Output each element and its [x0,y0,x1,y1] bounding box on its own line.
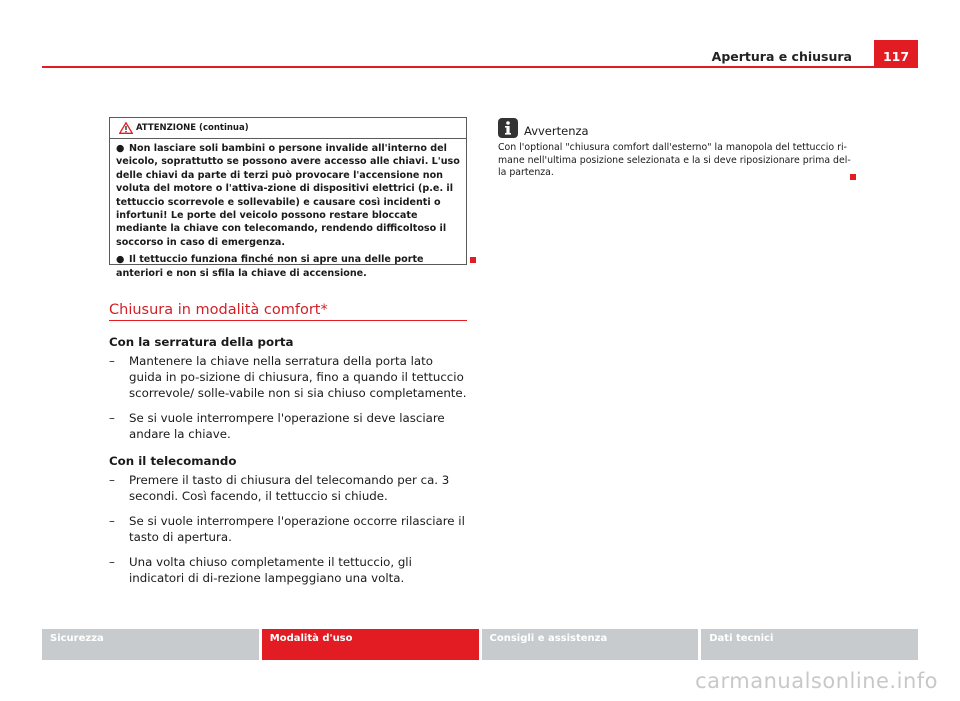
note-title: Avvertenza [524,124,589,138]
step-item: – Premere il tasto di chiusura del telecomando per ca. 3 secondi. Così facendo, il tettuccio si chiude. [109,473,450,503]
step-item: – Mantenere la chiave nella serratura della porta lato guida in po-sizione di chiusura, fino a quando il tettuccio scorrevole/ solle-vabile non si sia chiuso completamente. [109,354,467,400]
warning-body [110,139,466,280]
subheading: Con la serratura della porta [109,335,294,349]
warning-item: ● Non lasciare soli bambini o persone invalide all'interno del veicolo, soprattutto se possono avere accesso alle chiavi. L'uso delle chiavi da parte di terzi può provocare l'accensione non voluta del motore o l'attiva-zione di dispositivi elettrici (p.e. il tettuccio scorrevole e sollevabile) e causare così incidenti o infortuni! Le porte del veicolo possono restare bloccate mediante la chiave con telecomando, rendendo difficoltoso il soccorso in caso di emergenza. [116,143,460,248]
page-number: 117 [874,40,918,66]
header-rule [42,66,918,68]
tab-consigli-assistenza[interactable]: Consigli e assistenza [482,629,699,660]
subheading: Con il telecomando [109,454,237,468]
warning-title: ATTENZIONE (continua) [136,123,249,133]
section-rule [109,320,467,321]
warning-triangle-icon [119,122,133,134]
info-icon [498,118,518,138]
warning-header [110,118,466,139]
warning-item: ● Il tettuccio funziona finché non si apre una delle porte anteriori e non si sfila la chiave di accensione. [116,254,424,279]
note-text: Con l'optional "chiusura comfort dall'esterno" la manopola del tettuccio ri-mane nell'ultima posizione selezionata e la si deve riposizionare prima del-la partenza. [498,142,851,179]
tab-modalita-uso[interactable]: Modalità d'uso [262,629,479,660]
warning-box [109,117,467,279]
section-title: Chiusura in modalità comfort* [109,302,328,318]
footer-tabs [42,629,918,660]
header-title: Apertura e chiusura [711,49,852,64]
tab-sicurezza[interactable]: Sicurezza [42,629,259,660]
step-item: – Se si vuole interrompere l'operazione si deve lasciare andare la chiave. [109,411,445,441]
watermark: carmanualsonline.info [695,669,938,693]
end-marker [850,174,856,180]
step-item: – Una volta chiuso completamente il tettuccio, gli indicatori di di-rezione lampeggiano una volta. [109,555,412,585]
tab-dati-tecnici[interactable]: Dati tecnici [701,629,918,660]
end-marker [470,257,476,263]
step-item: – Se si vuole interrompere l'operazione occorre rilasciare il tasto di apertura. [109,514,465,544]
section-content [109,334,469,595]
